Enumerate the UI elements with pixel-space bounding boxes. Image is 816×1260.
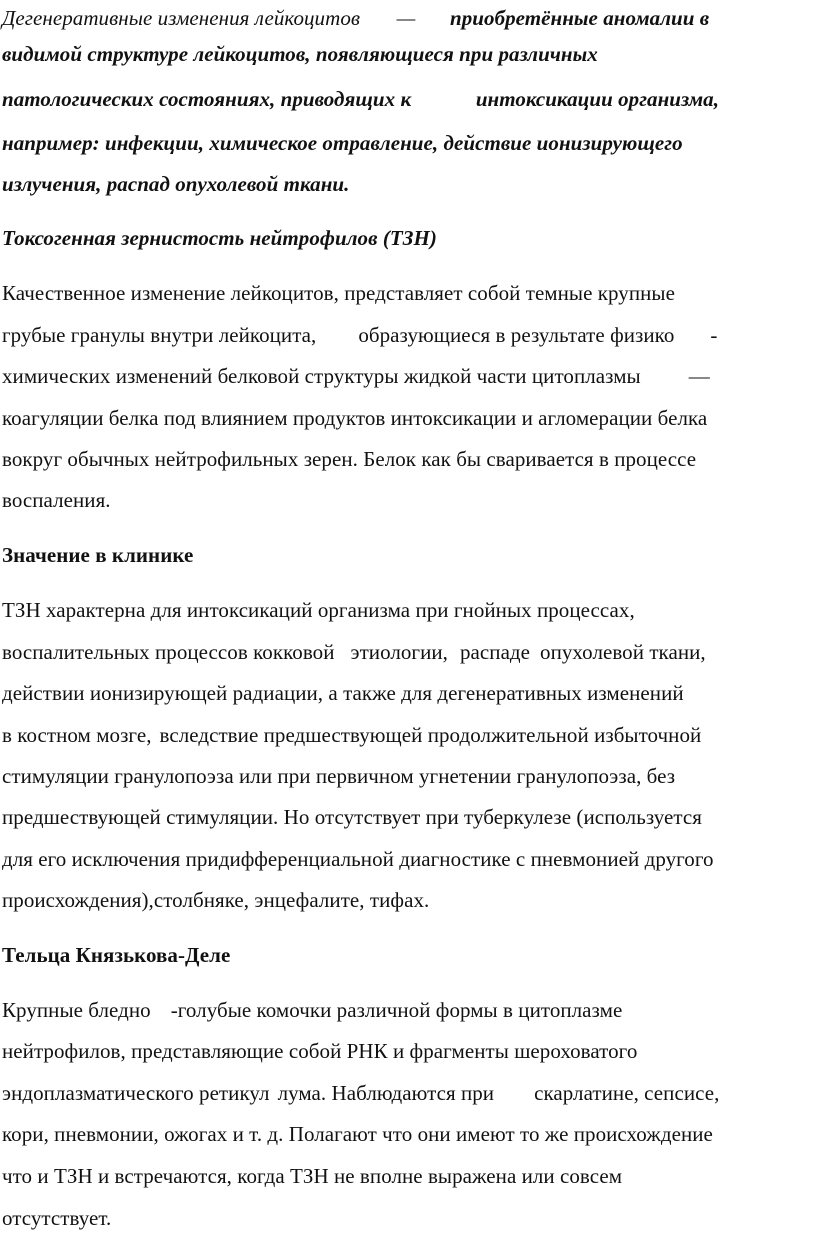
paragraph-line: эндоплазматического ретикул лума. Наблюдаются при скарлатине, сепсисе, (2, 1081, 720, 1105)
paragraph-line: в костном мозге, вследствие предшествующей продолжительной избыточной (2, 723, 702, 747)
paragraph-line: Крупные бледно -голубые комочки различной формы в цитоплазме (2, 998, 623, 1022)
paragraph-line: что и ТЗН и встречаются, когда ТЗН не вполне выражена или совсем (2, 1164, 623, 1188)
intro-definition-start: приобретённые аномалии в (450, 6, 710, 30)
paragraph-line: отсутствует. (2, 1206, 112, 1230)
intro-term: Дегенеративные изменения лейкоцитов (2, 6, 361, 30)
section-heading-knyazkov-dohle-bodies: Тельца Князькова-Деле (2, 943, 231, 967)
paragraph-line: воспаления. (2, 488, 111, 512)
intro-line-2: видимой структуре лейкоцитов, появляющиеся при различных (2, 42, 598, 66)
paragraph-line: коагуляции белка под влиянием продуктов интоксикации и агломерации белка (2, 406, 708, 430)
intro-dash: — (396, 6, 416, 30)
intro-line-1 (2, 6, 709, 30)
intro-line-4: например: инфекции, химическое отравление, действие ионизирующего (2, 131, 683, 155)
paragraph-line: воспалительных процессов кокковой этиологии, распаде опухолевой ткани, (2, 640, 706, 664)
paragraph-line: грубые гранулы внутри лейкоцита, образующиеся в результате физико - (2, 323, 718, 347)
paragraph-line: предшествующей стимуляции. Но отсутствует при туберкулезе (используется (2, 805, 702, 829)
paragraph-line: нейтрофилов, представляющие собой РНК и фрагменты шероховатого (2, 1039, 638, 1063)
paragraph-line: Качественное изменение лейкоцитов, представляет собой темные крупные (2, 281, 675, 305)
paragraph-line: для его исключения придифференциальной диагностике с пневмонией другого (2, 847, 714, 871)
intro-line-5: излучения, распад опухолевой ткани. (2, 172, 350, 196)
section-heading-clinical-significance: Значение в клинике (2, 543, 194, 567)
intro-line-3: патологических состояниях, приводящих к интоксикации организма, (2, 87, 720, 111)
paragraph-line: ТЗН характерна для интоксикаций организма при гнойных процессах, (2, 598, 635, 622)
section-heading-toxogenic-granularity: Токсогенная зернистость нейтрофилов (ТЗН) (2, 226, 437, 250)
paragraph-line: происхождения),столбняке, энцефалите, тифах. (2, 888, 430, 912)
paragraph-line: кори, пневмонии, ожогах и т. д. Полагают что они имеют то же происхождение (2, 1122, 713, 1146)
paragraph-line: вокруг обычных нейтрофильных зерен. Белок как бы сваривается в процессе (2, 447, 697, 471)
paragraph-line: действии ионизирующей радиации, а также для дегенеративных изменений (2, 681, 684, 705)
paragraph-line: химических изменений белковой структуры жидкой части цитоплазмы — (2, 364, 710, 388)
paragraph-line: стимуляции гранулопоэза или при первичном угнетении гранулопоэза, без (2, 764, 676, 788)
